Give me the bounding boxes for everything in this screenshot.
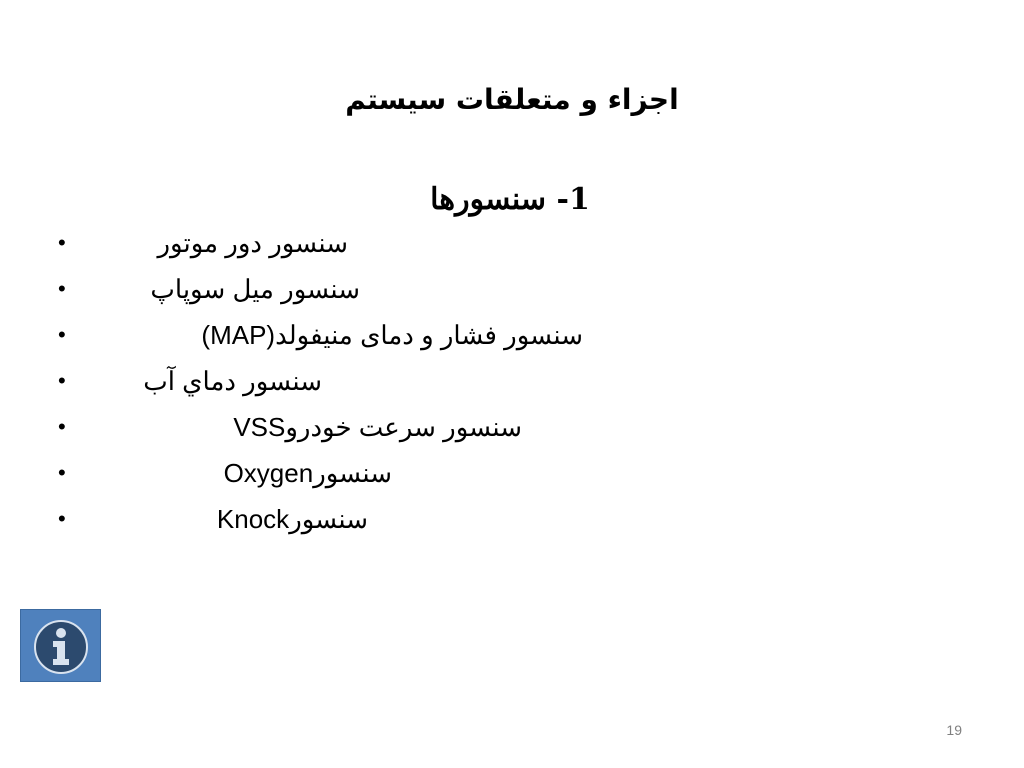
bullet-text: سنسورKnock [216,504,368,534]
bullet-icon: • [58,506,66,531]
info-icon [33,619,89,675]
bullet-icon: • [58,368,66,393]
bullet-text: سنسور فشار و دمای منیفولد(MAP) [201,320,583,350]
sensor-list [58,220,758,542]
bullet-text: سنسور دور موتور [157,228,348,258]
bullet-icon: • [58,414,66,439]
bullet-text: سنسورOxygen [223,458,392,488]
slide-title: اجزاء و متعلقات سیستم [345,83,679,116]
bullet-text: سنسور میل سوپاپ [150,274,360,304]
section-subtitle: 1- سنسورها [430,182,590,217]
page-number: 19 [946,722,962,738]
list-item [58,266,758,312]
bullet-icon: • [58,322,66,347]
list-item [58,220,758,266]
bullet-icon: • [58,276,66,301]
list-item [58,450,758,496]
bullet-icon: • [58,230,66,255]
list-item [58,404,758,450]
bullet-icon: • [58,460,66,485]
bullet-text: سنسور سرعت خودروVSS [233,412,522,442]
list-item [58,358,758,404]
list-item [58,312,758,358]
list-item [58,496,758,542]
bullet-text: سنسور دماي آب [143,366,322,396]
info-button[interactable] [20,609,101,682]
